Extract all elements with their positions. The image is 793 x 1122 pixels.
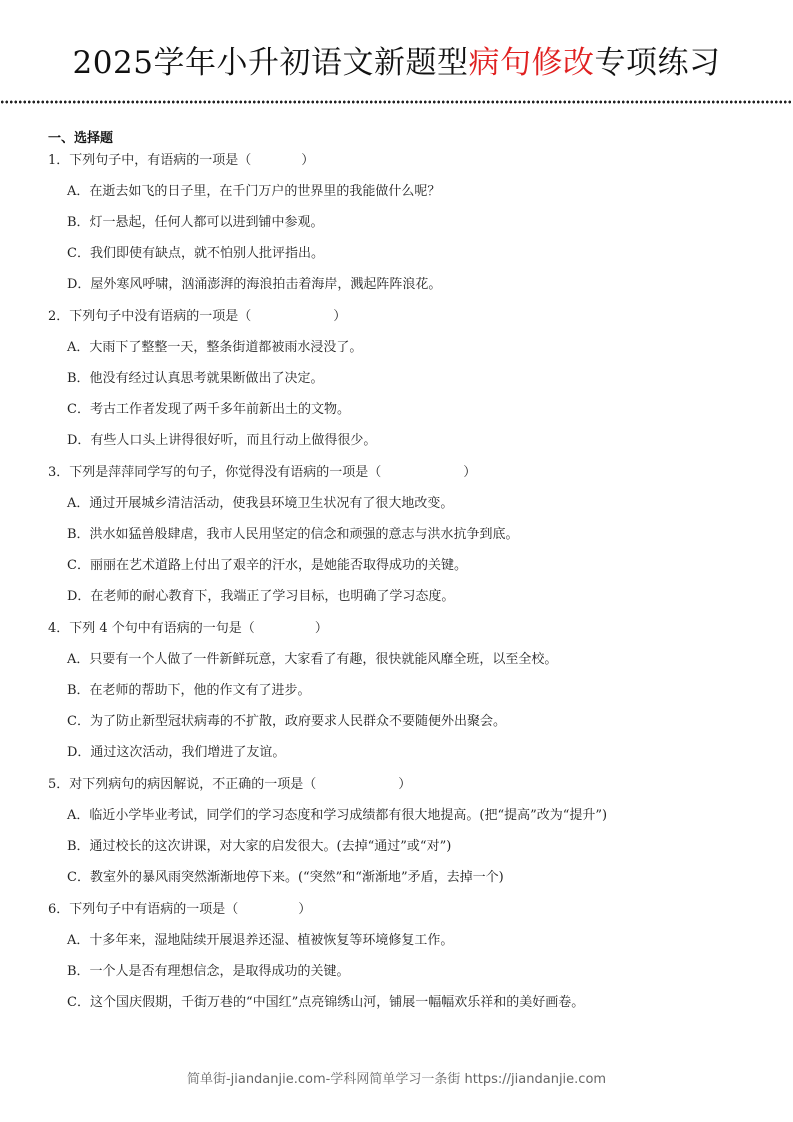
option-d: D．有些人口头上讲得很好听，而且行动上做得很少。	[67, 433, 377, 448]
option-a: A．通过开展城乡清洁活动，使我县环境卫生状况有了很大地改变。	[67, 496, 454, 511]
page-title	[0, 40, 793, 86]
option-a: A．大雨下了整整一天，整条街道都被雨水浸没了。	[67, 340, 363, 355]
question-2	[48, 306, 758, 456]
dotted-divider	[0, 100, 793, 104]
option-b: B．一个人是否有理想信念，是取得成功的关键。	[67, 964, 350, 979]
question-4	[48, 618, 758, 768]
question-close: ）	[298, 902, 312, 917]
title-highlight: 病句修改	[468, 45, 595, 81]
option-a: A．临近小学毕业考试，同学们的学习态度和学习成绩都有很大地提高。(把“提高”改为“提升”)	[67, 808, 608, 823]
question-stem	[48, 618, 758, 640]
question-1	[48, 150, 758, 300]
question-stem	[48, 774, 758, 796]
option-a: A．只要有一个人做了一件新鲜玩意，大家看了有趣，很快就能风靡全班，以至全校。	[67, 652, 558, 667]
option-b: B．通过校长的这次讲课，对大家的启发很大。(去掉“通过”或“对”)	[67, 839, 452, 854]
option-d: D．在老师的耐心教育下，我端正了学习目标，也明确了学习态度。	[67, 589, 455, 604]
question-text: 6．下列句子中有语病的一项是（	[48, 902, 239, 917]
option-b: B．灯一悬起，任何人都可以进到铺中参观。	[67, 215, 324, 230]
option-c: C．丽丽在艺术道路上付出了艰辛的汗水，是她能否取得成功的关键。	[67, 558, 467, 573]
worksheet-body	[48, 128, 758, 1018]
question-text: 2．下列句子中没有语病的一项是（	[48, 309, 252, 324]
option-a: A．在逝去如飞的日子里，在千门万户的世界里的我能做什么呢？	[67, 184, 441, 199]
question-stem	[48, 306, 758, 328]
question-text: 4．下列 4 个句中有语病的一句是（	[48, 621, 255, 636]
question-close: ）	[301, 153, 315, 168]
option-c: C．教室外的暴风雨突然渐渐地停下来。(“突然”和“渐渐地”矛盾，去掉一个)	[67, 870, 504, 885]
question-close: ）	[398, 777, 412, 792]
question-text: 3．下列是萍萍同学写的句子，你觉得没有语病的一项是（	[48, 465, 382, 480]
option-c: C．为了防止新型冠状病毒的不扩散，政府要求人民群众不要随便外出聚会。	[67, 714, 506, 729]
question-close: ）	[314, 621, 328, 636]
option-b: B．洪水如猛兽般肆虐，我市人民用坚定的信念和顽强的意志与洪水抗争到底。	[67, 527, 519, 542]
option-b: B．在老师的帮助下，他的作文有了进步。	[67, 683, 311, 698]
title-part-3: 专项练习	[594, 45, 721, 81]
question-close: ）	[463, 465, 477, 480]
option-c: C．这个国庆假期，千街万巷的“中国红”点亮锦绣山河，铺展一幅幅欢乐祥和的美好画卷。	[67, 995, 585, 1010]
question-6	[48, 899, 758, 1018]
option-b: B．他没有经过认真思考就果断做出了决定。	[67, 371, 324, 386]
option-c: C．考古工作者发现了两千多年前新出土的文物。	[67, 402, 350, 417]
option-d: D．屋外寒风呼啸，汹涌澎湃的海浪拍击着海岸，溅起阵阵浪花。	[67, 277, 442, 292]
title-part-1: 2025学年小升初语文新题型	[72, 45, 469, 81]
question-3	[48, 462, 758, 612]
option-a: A．十多年来，湿地陆续开展退养还湿、植被恢复等环境修复工作。	[67, 933, 454, 948]
option-c: C．我们即使有缺点，就不怕别人批评指出。	[67, 246, 324, 261]
question-text: 1．下列句子中，有语病的一项是（	[48, 153, 252, 168]
question-stem	[48, 899, 758, 921]
question-stem	[48, 150, 758, 172]
question-close: ）	[333, 309, 347, 324]
section-heading: 一、选择题	[48, 131, 114, 146]
question-text: 5．对下列病句的病因解说，不正确的一项是（	[48, 777, 317, 792]
question-5	[48, 774, 758, 893]
question-stem	[48, 462, 758, 484]
footer-watermark: 简单街-jiandanjie.com-学科网简单学习一条街 https://jiandanjie.com	[186, 1072, 607, 1087]
option-d: D．通过这次活动，我们增进了友谊。	[67, 745, 286, 760]
